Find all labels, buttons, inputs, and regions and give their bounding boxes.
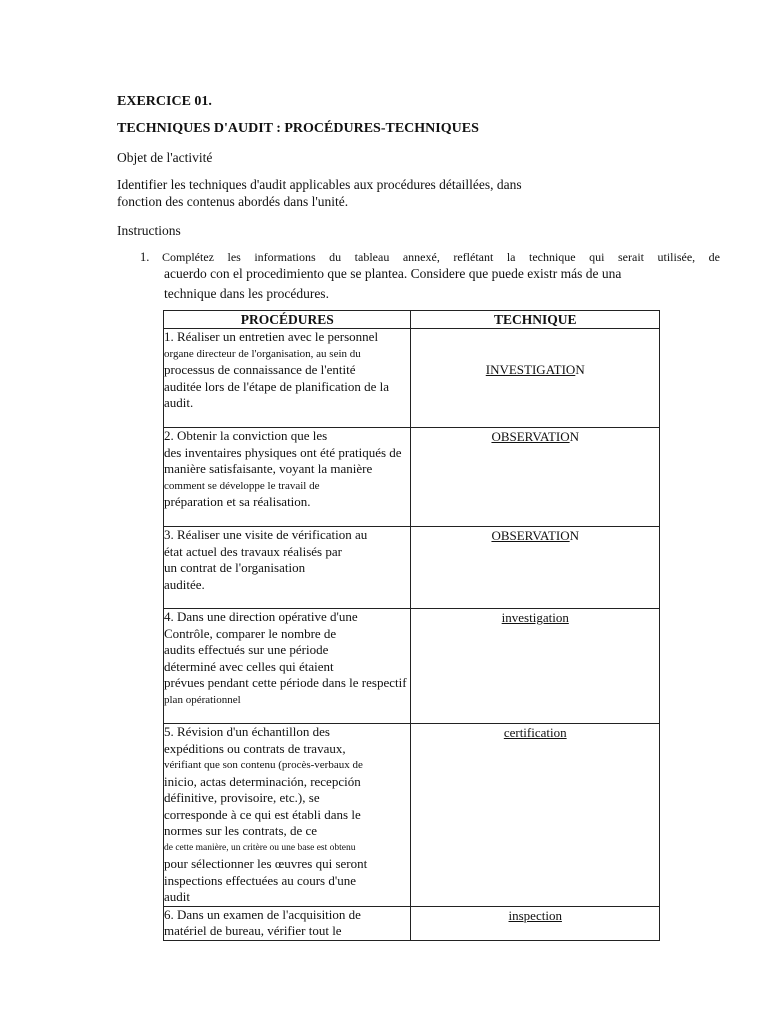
technique-value: certification	[503, 725, 567, 740]
technique-cell	[411, 609, 660, 724]
procedure-line: prévues pendant cette période dans le respectif	[164, 675, 407, 690]
procedure-line: 5. Révision d'un échantillon des	[164, 724, 330, 739]
technique-cell	[411, 329, 660, 428]
procedure-line: des inventaires physiques ont été pratiqués de	[164, 444, 402, 460]
procedure-line: auditée.	[164, 576, 205, 592]
technique-value: investigation	[501, 610, 569, 625]
table-header-row	[164, 311, 660, 329]
technique-cell	[411, 906, 660, 940]
technique-cell	[411, 724, 660, 907]
exercise-title: EXERCICE 01.	[117, 94, 212, 109]
table-row	[164, 527, 660, 609]
procedure-line: audits effectués sur une période	[164, 642, 329, 657]
procedures-table	[163, 310, 660, 941]
procedure-line: 1. Réaliser un entretien avec le personnel	[164, 329, 379, 344]
objective-heading: Objet de l'activité	[117, 150, 213, 165]
procedure-line: un contrat de l'organisation	[164, 560, 306, 575]
procedure-line: inicio, actas determinación, recepción	[164, 773, 361, 789]
instruction-line-3: technique dans les procédures.	[164, 286, 329, 301]
procedure-cell	[164, 329, 411, 428]
objective-line-2: fonction des contenus abordés dans l'unité.	[117, 194, 349, 209]
instruction-number: 1.	[140, 250, 150, 264]
technique-value: inspection	[508, 907, 562, 923]
instruction-item	[140, 248, 720, 308]
technique-value-suffix: N	[569, 528, 580, 543]
procedure-line: plan opérationnel	[164, 693, 241, 706]
objective-line-1: Identifier les techniques d'audit applicables aux procédures détaillées, dans	[117, 177, 522, 192]
procedure-line: comment se développe le travail de	[164, 479, 320, 492]
instruction-line-1: Complétez les informations du tableau annexé, reflétant la technique qui serait utilisée, de	[162, 250, 720, 264]
procedure-line: état actuel des travaux réalisés par	[164, 543, 342, 559]
procedure-line: audit.	[164, 395, 194, 410]
procedure-line: 4. Dans une direction opérative d'une	[164, 609, 358, 624]
technique-cell	[411, 527, 660, 609]
procedure-line: pour sélectionner les œuvres qui seront	[164, 856, 368, 871]
procedure-line: normes sur les contrats, de ce	[164, 823, 318, 838]
procedure-line: matériel de bureau, vérifier tout le	[164, 923, 342, 938]
procedure-line: audit	[164, 889, 190, 904]
technique-value: INVESTIGATIO	[485, 362, 576, 377]
procedure-line: définitive, provisoire, etc.), se	[164, 790, 320, 805]
procedure-line: déterminé avec celles qui étaient	[164, 658, 334, 674]
technique-value: OBSERVATIO	[491, 429, 570, 444]
procedure-cell	[164, 428, 411, 527]
procedure-line: 6. Dans un examen de l'acquisition de	[164, 906, 361, 922]
procedure-cell	[164, 527, 411, 609]
instructions-heading: Instructions	[117, 223, 181, 238]
procedure-line: corresponde à ce qui est établi dans le	[164, 806, 361, 822]
procedure-line: 2. Obtenir la conviction que les	[164, 428, 328, 443]
table-row	[164, 906, 660, 940]
technique-value-suffix: N	[569, 429, 580, 444]
objective-text	[117, 176, 557, 210]
procedure-line: 3. Réaliser une visite de vérification au	[164, 527, 368, 542]
technique-value: OBSERVATIO	[491, 528, 570, 543]
procedure-line: processus de connaissance de l'entité	[164, 362, 356, 377]
table-row	[164, 724, 660, 907]
header-procedures: PROCÉDURES	[164, 311, 411, 329]
procedure-line: vérifiant que son contenu (procès-verbaux de	[164, 759, 363, 771]
procedure-cell	[164, 724, 411, 907]
procedure-line: de cette manière, un critère ou une base est obtenu	[164, 842, 356, 853]
table-row	[164, 609, 660, 724]
procedure-line: préparation et sa réalisation.	[164, 494, 311, 509]
procedure-line: Contrôle, comparer le nombre de	[164, 625, 337, 641]
instruction-line-2: acuerdo con el procedimiento que se plantea. Considere que puede existr más de una	[164, 266, 622, 281]
section-title: TECHNIQUES D'AUDIT : PROCÉDURES-TECHNIQUES	[117, 121, 479, 136]
procedure-line: manière satisfaisante, voyant la manière	[164, 461, 373, 476]
technique-cell	[411, 428, 660, 527]
procedure-line: organe directeur de l'organisation, au sein du	[164, 347, 361, 360]
procedure-cell	[164, 609, 411, 724]
procedure-line: inspections effectuées au cours d'une	[164, 872, 356, 888]
procedure-line: expéditions ou contrats de travaux,	[164, 740, 346, 756]
technique-value-suffix: N	[575, 362, 585, 377]
header-technique: TECHNIQUE	[411, 311, 660, 329]
table-row	[164, 329, 660, 428]
procedure-line: auditée lors de l'étape de planification de la	[164, 378, 390, 394]
procedure-cell	[164, 906, 411, 940]
table-row	[164, 428, 660, 527]
